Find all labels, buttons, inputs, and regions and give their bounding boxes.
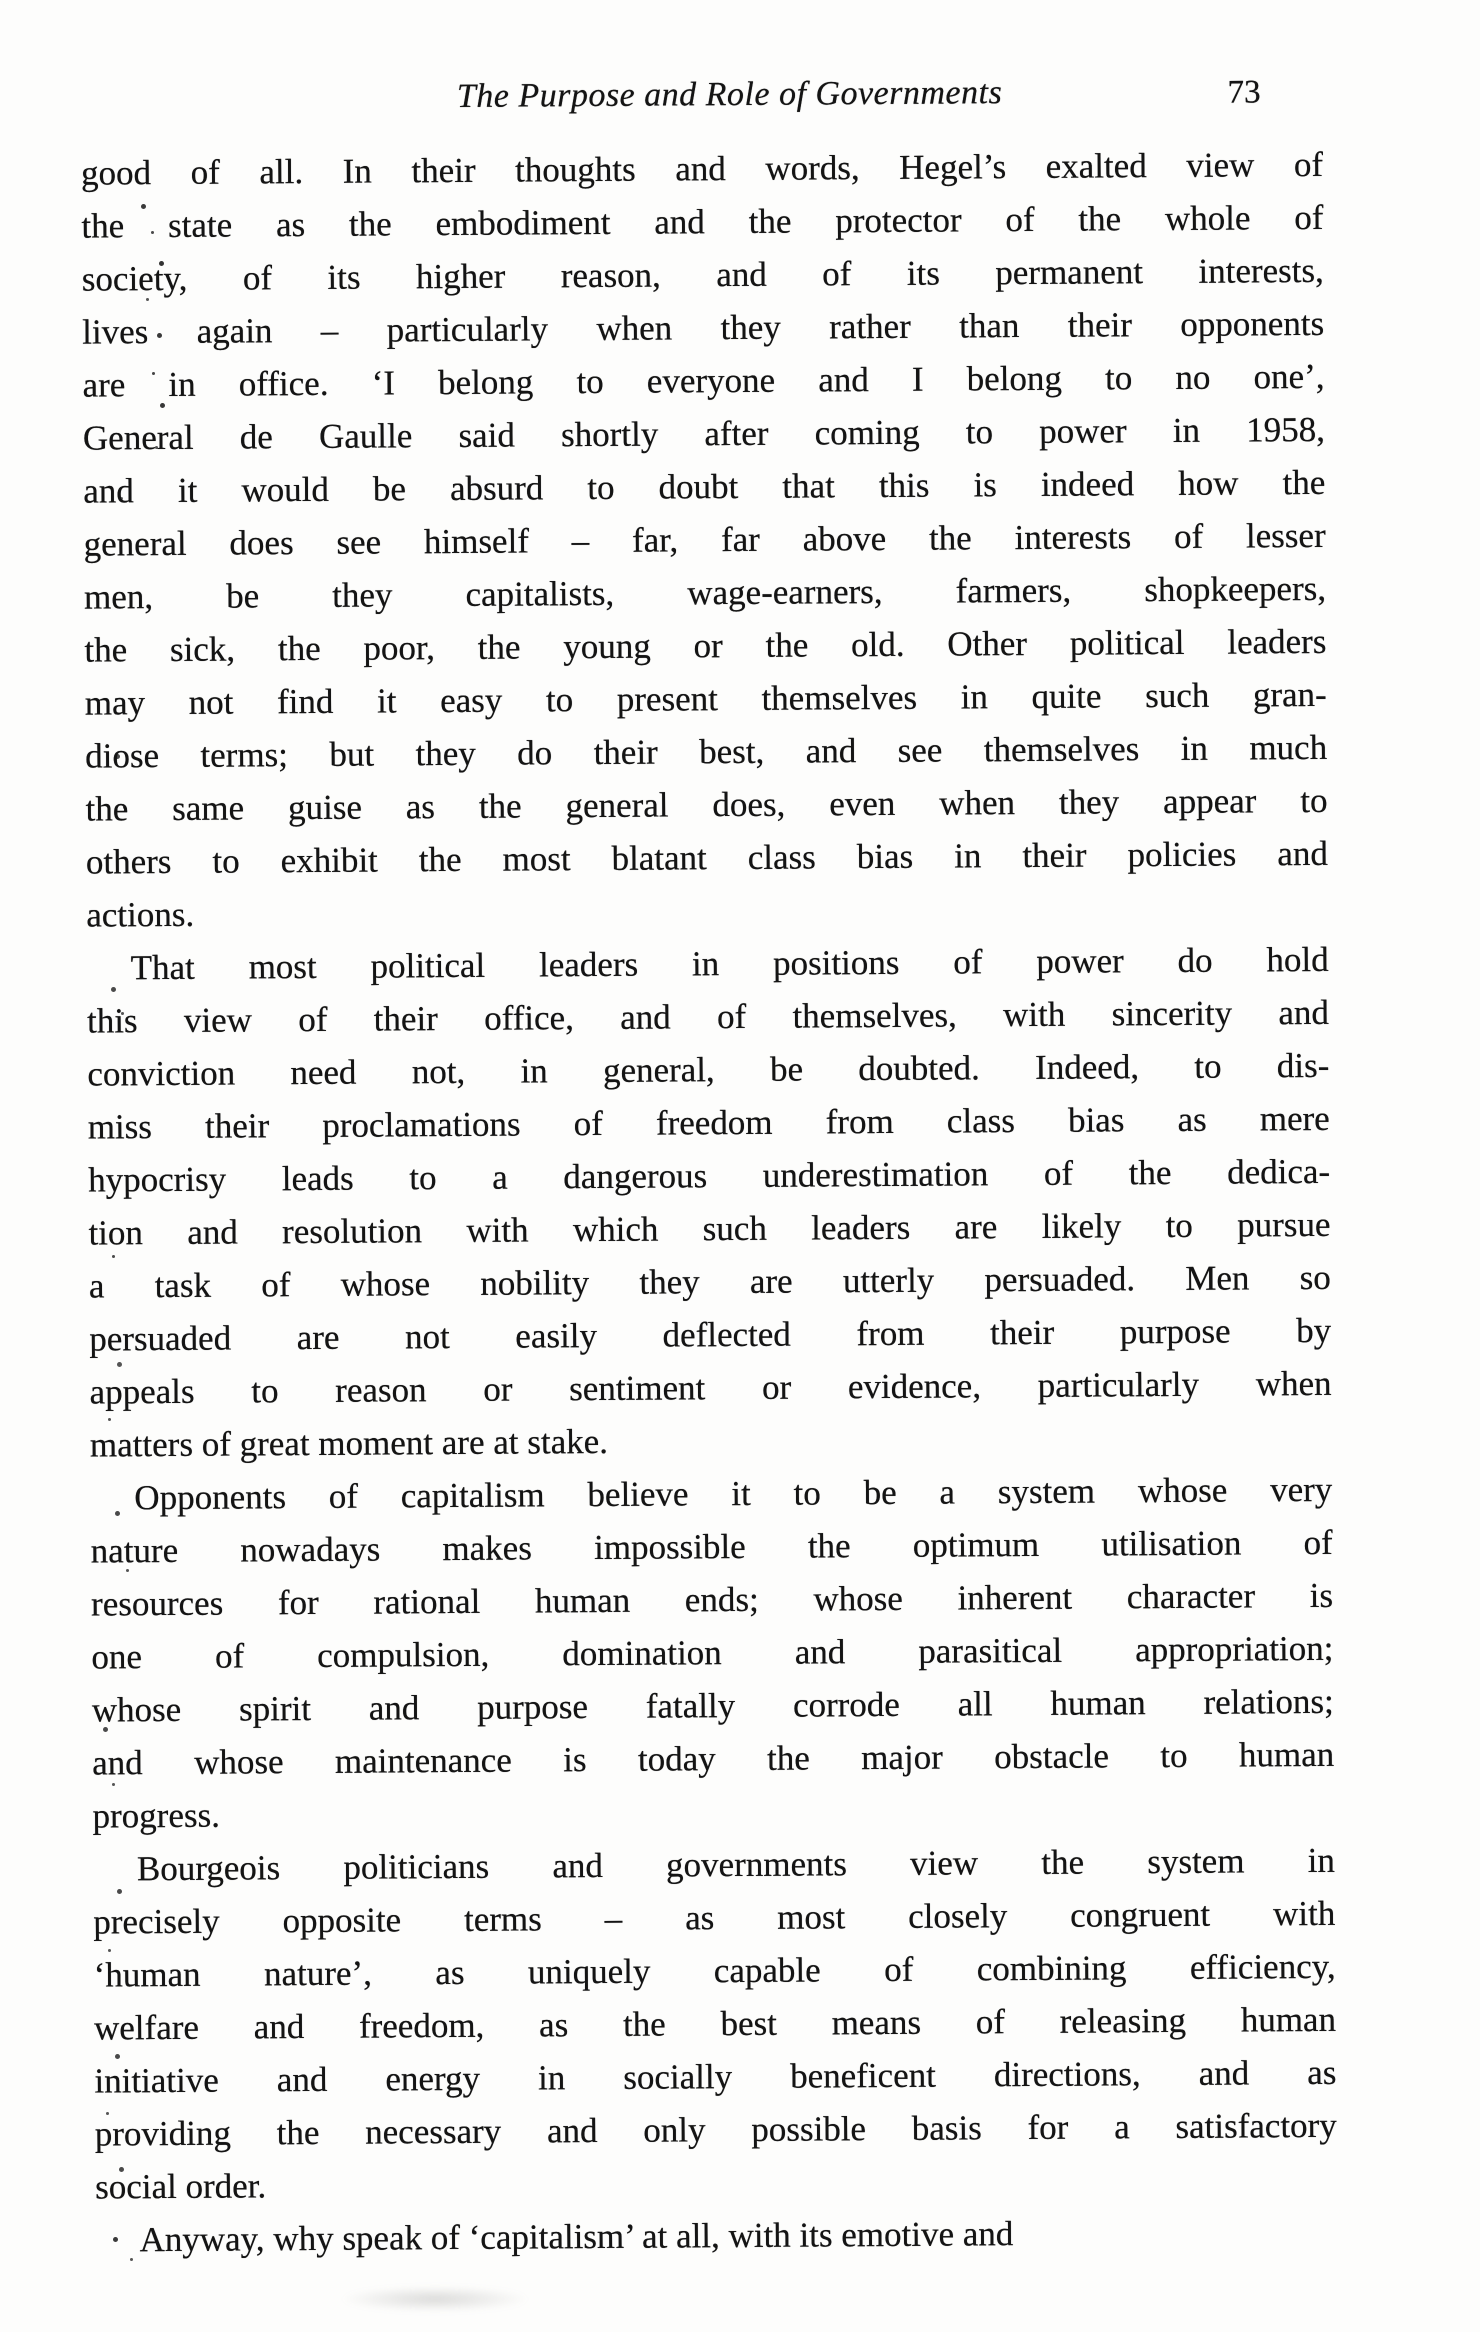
text-line: one of compulsion, domination and parasitical appropriation; xyxy=(91,1628,1334,1677)
text-line: initiative and energy in socially beneficent directions, and as xyxy=(94,2052,1337,2101)
scan-smudge xyxy=(340,2286,530,2312)
text-line: lives again – particularly when they rather than their opponents xyxy=(82,303,1325,352)
text-line: persuaded are not easily deflected from their purpose by xyxy=(89,1310,1332,1359)
text-line: the same guise as the general does, even when they appear to xyxy=(85,780,1328,829)
paragraph xyxy=(86,933,1332,1472)
text-line: matters of great moment are at stake. xyxy=(89,1421,609,1465)
text-line: are in office. ‘I belong to everyone and I belong to no one’, xyxy=(82,356,1325,405)
text-line: social order. xyxy=(95,2166,267,2207)
text-line: the state as the embodiment and the protector of the whole of xyxy=(81,197,1324,246)
text-line: and it would be absurd to doubt that this is indeed how the xyxy=(83,462,1326,511)
text-line: welfare and freedom, as the best means of releasing human xyxy=(93,1999,1337,2048)
text-line: That most political leaders in positions of power do hold xyxy=(130,939,1329,988)
text-line: and whose maintenance is today the major obstacle to human xyxy=(92,1734,1335,1783)
text-line: may not find it easy to present themselves in quite such gran- xyxy=(84,674,1327,723)
text-line: others to exhibit the most blatant class bias in their policies and xyxy=(85,833,1329,882)
text-line: conviction need not, in general, be doubted. Indeed, to dis- xyxy=(87,1045,1330,1094)
text-line: ‘human nature’, as uniquely capable of combining efficiency, xyxy=(93,1946,1336,1995)
text-line: general does see himself – far, far above the interests of lesser xyxy=(83,515,1326,564)
page-number: 73 xyxy=(1227,74,1261,111)
text-line: General de Gaulle said shortly after coming to power in 1958, xyxy=(82,409,1326,458)
text-line: actions. xyxy=(86,894,195,935)
page-body xyxy=(81,138,1338,2267)
text-line: providing the necessary and only possible basis for a satisfactory xyxy=(94,2105,1337,2154)
text-line: miss their proclamations of freedom from class bias as mere xyxy=(87,1098,1330,1147)
text-line: society, of its higher reason, and of its permanent interests, xyxy=(81,250,1324,299)
running-title: The Purpose and Role of Governments xyxy=(456,74,1003,115)
text-line: hypocrisy leads to a dangerous underestimation of the dedica- xyxy=(87,1151,1331,1200)
text-line: the sick, the poor, the young or the old. Other political leaders xyxy=(84,621,1327,670)
text-line: Bourgeois politicians and governments view the system in xyxy=(136,1840,1336,1889)
paragraph xyxy=(95,2205,1337,2267)
text-line: Anyway, why speak of ‘capitalism’ at all, with its emotive and xyxy=(139,2214,1014,2260)
text-line: progress. xyxy=(92,1795,221,1836)
text-line: this view of their office, and of themselves, with sincerity and xyxy=(86,992,1330,1041)
paragraph xyxy=(93,1834,1338,2214)
text-line: good of all. In their thoughts and words, Hegel’s exalted view of xyxy=(80,144,1324,193)
text-line: a task of whose nobility they are utterly persuaded. Men so xyxy=(88,1257,1331,1306)
text-line: precisely opposite terms – as most closely congruent with xyxy=(93,1893,1336,1942)
paragraph xyxy=(90,1463,1335,1843)
text-line: nature nowadays makes impossible the optimum utilisation of xyxy=(90,1522,1333,1571)
text-line: men, be they capitalists, wage-earners, farmers, shopkeepers, xyxy=(83,568,1327,617)
text-line: diose terms; but they do their best, and see themselves in much xyxy=(85,727,1328,776)
text-line: resources for rational human ends; whose inherent character is xyxy=(90,1575,1334,1624)
text-line: appeals to reason or sentiment or evidence, particularly when xyxy=(89,1363,1332,1412)
text-line: whose spirit and purpose fatally corrode all human relations; xyxy=(91,1681,1334,1730)
text-line: Opponents of capitalism believe it to be a system whose very xyxy=(134,1469,1333,1518)
page-header xyxy=(80,72,1322,131)
paragraph xyxy=(81,138,1329,942)
text-line: tion and resolution with which such leaders are likely to pursue xyxy=(88,1204,1331,1253)
